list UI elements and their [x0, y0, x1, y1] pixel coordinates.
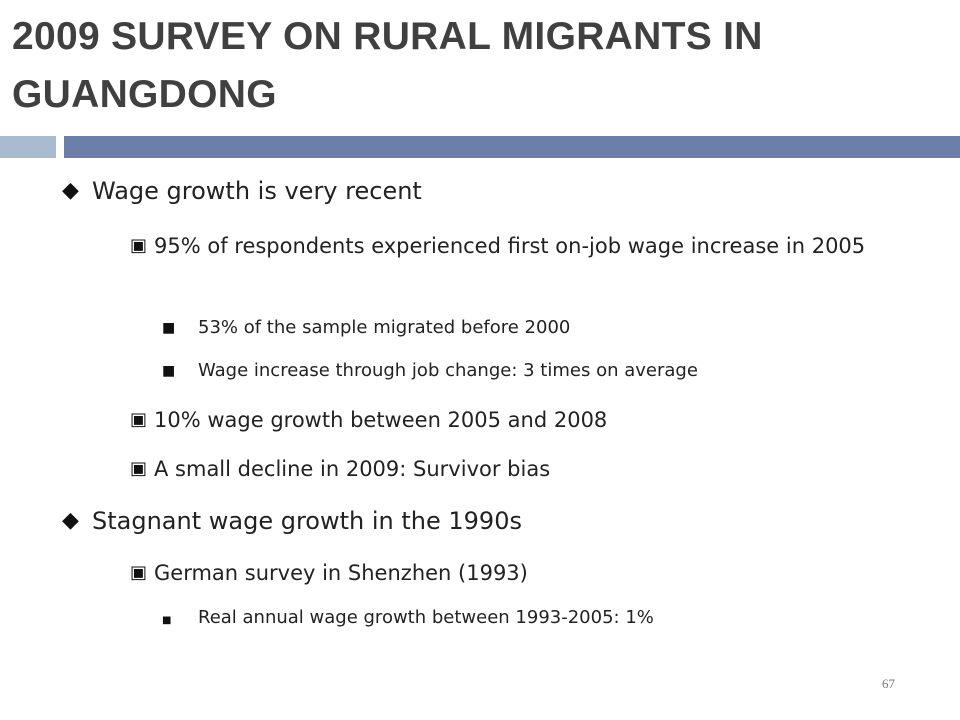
slide-title: 2009 SURVEY ON RURAL MIGRANTS IN GUANGDONG — [12, 15, 763, 116]
hollow-square-icon: ▣ — [130, 562, 148, 583]
filled-square-icon: ■ — [162, 615, 172, 626]
bullet-item: ▣ 95% of respondents experienced first on-job wage increase in 2005 — [130, 229, 890, 263]
bullet-item: ▣ A small decline in 2009: Survivor bias — [130, 452, 890, 486]
bullet-item: ▣ 10% wage growth between 2005 and 2008 — [130, 403, 890, 437]
hollow-square-icon: ▣ — [130, 409, 148, 430]
filled-square-icon: ■ — [162, 320, 176, 336]
hollow-square-icon: ▣ — [130, 458, 148, 479]
bullet-item: ◆ Stagnant wage growth in the 1990s — [62, 507, 522, 535]
page-number: 67 — [882, 676, 895, 691]
filled-square-icon: ■ — [162, 363, 176, 379]
hollow-square-icon: ▣ — [130, 235, 148, 256]
bullet-item: ◆ Wage growth is very recent — [62, 177, 422, 205]
title-divider-left — [0, 136, 56, 158]
diamond-icon: ◆ — [62, 178, 79, 203]
bullet-item: ■ Real annual wage growth between 1993-2005: 1% — [174, 606, 654, 630]
bullet-item: ■ 53% of the sample migrated before 2000 — [162, 317, 571, 338]
bullet-item: ■ Wage increase through job change: 3 times on average — [162, 360, 698, 381]
diamond-icon: ◆ — [62, 508, 79, 533]
title-divider-right — [64, 136, 960, 158]
bullet-item: ▣ German survey in Shenzhen (1993) — [130, 556, 890, 590]
